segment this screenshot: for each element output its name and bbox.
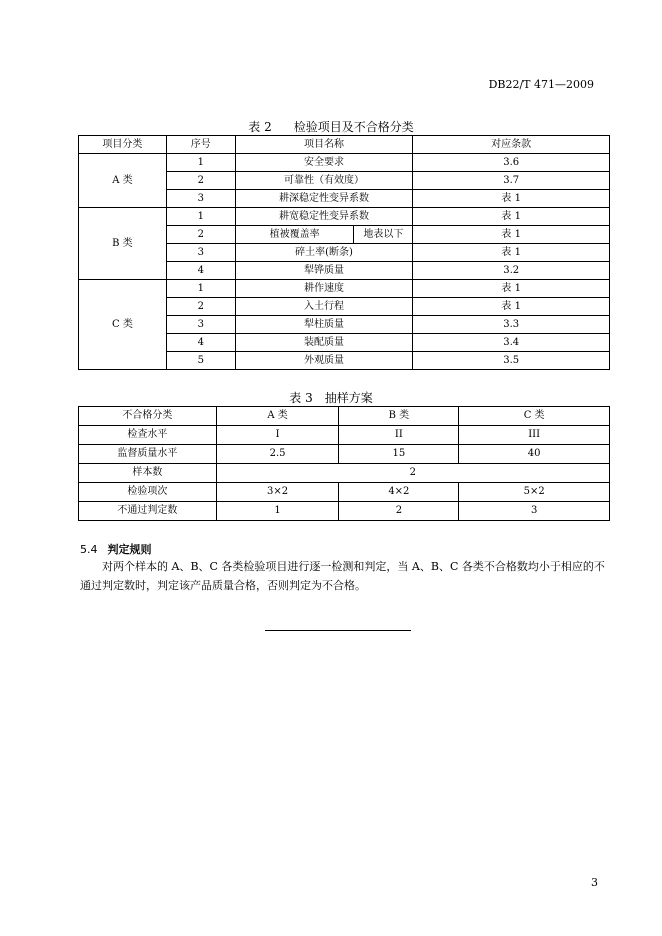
table-cell: 外观质量 xyxy=(235,352,413,370)
table-cell: 3.4 xyxy=(413,334,610,352)
table-cell: 安全要求 xyxy=(235,154,413,172)
table-cell: 2 xyxy=(216,464,609,483)
table-cell: 4 xyxy=(166,334,235,352)
table-cell: 3.5 xyxy=(413,352,610,370)
table-cell: 2 xyxy=(166,172,235,190)
table-cell: 可靠性（有效度） xyxy=(235,172,413,190)
table-row xyxy=(79,208,610,226)
table3-caption-title: 抽样方案 xyxy=(324,391,373,405)
table-cell: 植被覆盖率 xyxy=(235,226,354,244)
table-cell: 表 1 xyxy=(413,244,610,262)
table-cell: 装配质量 xyxy=(235,334,413,352)
table-cell: 3 xyxy=(459,502,610,521)
section-number: 5.4 xyxy=(80,543,98,556)
table3-caption-number: 表 3 xyxy=(289,391,313,405)
table-cell: 3×2 xyxy=(216,483,339,502)
table-row xyxy=(79,280,610,298)
table-cell: 3 xyxy=(166,316,235,334)
table-cell: 2.5 xyxy=(216,445,339,464)
table-cell: 犁柱质量 xyxy=(235,316,413,334)
table-cell: III xyxy=(459,426,610,445)
table-cell: 入土行程 xyxy=(235,298,413,316)
section-paragraph: 对两个样本的 A、B、C 各类检验项目进行逐一检测和判定，当 A、B、C 各类不合格数均小于相应的不通过判定数时，判定该产品质量合格，否则判定为不合格。 xyxy=(80,560,605,592)
table2-caption-title: 检验项目及不合格分类 xyxy=(293,120,414,134)
table-cell: 耕作速度 xyxy=(235,280,413,298)
table-cell: 15 xyxy=(339,445,459,464)
header-cell: 项目分类 xyxy=(79,136,167,154)
category-cell: C 类 xyxy=(79,280,167,370)
table-cell: 2 xyxy=(339,502,459,521)
table-cell: 4 xyxy=(166,262,235,280)
header-cell: 序号 xyxy=(166,136,235,154)
table-cell: 耕深稳定性变异系数 xyxy=(235,190,413,208)
table-cell: I xyxy=(216,426,339,445)
table-cell: 1 xyxy=(166,154,235,172)
table-row xyxy=(79,483,610,502)
header-cell: 不合格分类 xyxy=(79,407,217,426)
table-cell: 3 xyxy=(166,244,235,262)
table-header-row xyxy=(79,407,610,426)
table-row xyxy=(79,426,610,445)
table-row xyxy=(79,464,610,483)
section-heading xyxy=(80,541,152,557)
table-row xyxy=(79,445,610,464)
table-cell: 地表以下 xyxy=(354,226,413,244)
table-cell: 1 xyxy=(216,502,339,521)
table-cell: 表 1 xyxy=(413,208,610,226)
table-cell: 5×2 xyxy=(459,483,610,502)
row-label: 监督质量水平 xyxy=(79,445,217,464)
page-number: 3 xyxy=(591,876,598,889)
table-cell: 4×2 xyxy=(339,483,459,502)
table-cell: 表 1 xyxy=(413,298,610,316)
table-cell: 表 1 xyxy=(413,226,610,244)
table-cell: 表 1 xyxy=(413,280,610,298)
table-cell: 碎土率(断条) xyxy=(235,244,413,262)
table-cell: 3 xyxy=(166,190,235,208)
category-cell: B 类 xyxy=(79,208,167,280)
header-cell: 项目名称 xyxy=(235,136,413,154)
table-cell: 3.2 xyxy=(413,262,610,280)
table-cell: 1 xyxy=(166,208,235,226)
table-cell: 2 xyxy=(166,226,235,244)
table-row xyxy=(79,502,610,521)
table-header-row xyxy=(79,136,610,154)
header-cell: C 类 xyxy=(459,407,610,426)
table3-caption xyxy=(0,389,662,406)
table-cell: 3.3 xyxy=(413,316,610,334)
header-cell: B 类 xyxy=(339,407,459,426)
table2-caption xyxy=(0,118,662,135)
row-label: 检查水平 xyxy=(79,426,217,445)
table-cell: 1 xyxy=(166,280,235,298)
table-row xyxy=(79,154,610,172)
table-cell: 2 xyxy=(166,298,235,316)
document-number: DB22/T 471—2009 xyxy=(488,78,594,91)
row-label: 不通过判定数 xyxy=(79,502,217,521)
end-rule xyxy=(265,630,411,631)
table-cell: 犁铧质量 xyxy=(235,262,413,280)
table-cell: 表 1 xyxy=(413,190,610,208)
table-cell: 5 xyxy=(166,352,235,370)
table-cell: 40 xyxy=(459,445,610,464)
table-cell: 耕宽稳定性变异系数 xyxy=(235,208,413,226)
table2-caption-number: 表 2 xyxy=(248,120,272,134)
table-cell: 3.6 xyxy=(413,154,610,172)
table-cell: 3.7 xyxy=(413,172,610,190)
table-cell: II xyxy=(339,426,459,445)
section-title: 判定规则 xyxy=(107,543,152,556)
sampling-plan-table xyxy=(78,406,610,521)
row-label: 样本数 xyxy=(79,464,217,483)
header-cell: A 类 xyxy=(216,407,339,426)
category-cell: A 类 xyxy=(79,154,167,208)
row-label: 检验项次 xyxy=(79,483,217,502)
inspection-items-table xyxy=(78,135,610,370)
header-cell: 对应条款 xyxy=(413,136,610,154)
